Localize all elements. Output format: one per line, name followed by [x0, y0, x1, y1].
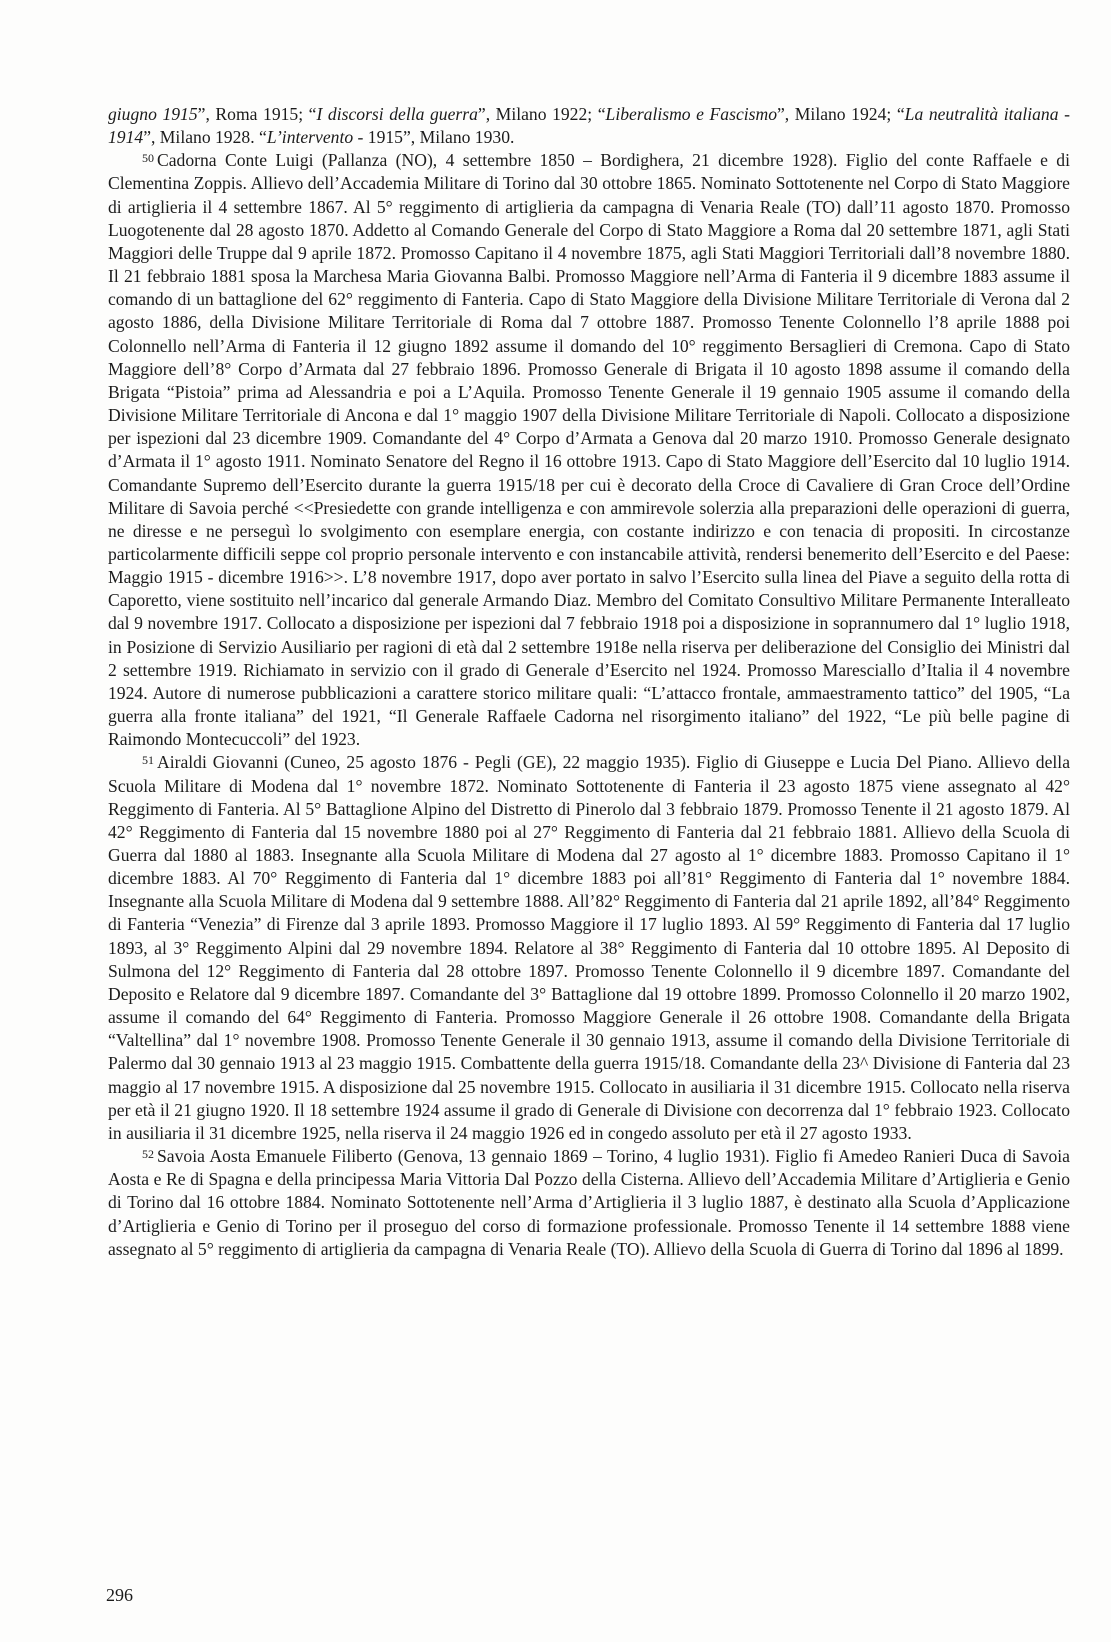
continuation-text: ”, Milano 1928. “ — [143, 127, 267, 148]
footnote-51 — [108, 751, 1070, 1145]
footnote-number: 50 — [142, 151, 154, 166]
page-number: 296 — [106, 1585, 133, 1605]
footnote-52 — [108, 1145, 1070, 1261]
footnote-text: Savoia Aosta Emanuele Filiberto (Genova, 13 gennaio 1869 – Torino, 4 luglio 1931). Figlio fi Amedeo Ranieri Duca di Savoia Aosta e Re di Spagna e della principessa Maria Vittoria Dal Pozzo della Cisterna. Allievo dell’Accademia Militare d’Artiglieria e Genio di Torino dal 16 ottobre 1884. Nominato Sottotenente nell’Arma d’Artiglieria il 3 luglio 1887, è destinato alla Scuola d’Applicazione d’Artiglieria e Genio di Torino per il proseguo del corso di formazione professionale. Promosso Tenente il 14 settembre 1888 viene assegnato al 5° reggimento di artiglieria da campagna di Venaria Reale (TO). Allievo della Scuola di Guerra di Torino dal 1896 al 1899. — [108, 1146, 1070, 1259]
footnote-text: Cadorna Conte Luigi (Pallanza (NO), 4 settembre 1850 – Bordighera, 21 dicembre 1928). Figlio del conte Raffaele e di Clementina Zoppis. Allievo dell’Accademia Militare di Torino dal 30 ottobre 1865. Nominato Sottotenente nel Corpo di Stato Maggiore di artiglieria il 4 settembre 1867. Al 5° reggimento di artiglieria da campagna di Venaria Reale (TO) dall’11 agosto 1870. Promosso Luogotenente dal 28 agosto 1870. Addetto al Comando Generale del Corpo di Stato Maggiore a Roma dal 20 settembre 1871, agli Stati Maggiori delle Truppe dal 9 aprile 1872. Promosso Capitano il 4 novembre 1875, agli Stati Maggiori Territoriali dall’8 novembre 1880. Il 21 febbraio 1881 sposa la Marchesa Maria Giovanna Balbi. Promosso Maggiore nell’Arma di Fanteria il 9 dicembre 1883 assume il comando di un battaglione del 62° reggimento di Fanteria. Capo di Stato Maggiore della Divisione Militare Territoriale di Verona dal 2 agosto 1886, della Divisione Militare Territoriale di Roma dal 7 ottobre 1887. Promosso Tenente Colonnello l’8 aprile 1888 poi Colonnello nell’Arma di Fanteria il 12 giugno 1892 assume il domando del 10° reggimento Bersaglieri di Cremona. Capo di Stato Maggiore dell’8° Corpo d’Armata dal 27 febbraio 1896. Promosso Generale di Brigata il 10 agosto 1898 assume il comando della Brigata “Pistoia” prima ad Alessandria e poi a L’Aquila. Promosso Tenente Generale il 19 gennaio 1905 assume il comando della Divisione Militare Territoriale di Ancona e dal 1° maggio 1907 della Divisione Militare Territoriale di Napoli. Collocato a disposizione per ispezioni dal 23 dicembre 1909. Comandante del 4° Corpo d’Armata a Genova dal 20 marzo 1910. Promosso Generale designato d’Armata il 1° agosto 1911. Nominato Senatore del Regno il 16 ottobre 1913. Capo di Stato Maggiore dell’Esercito dal 10 luglio 1914. Comandante Supremo dell’Esercito durante la guerra 1915/18 per cui è decorato della Croce di Cavaliere di Gran Croce dell’Ordine Militare di Savoia perché <<Presiedette con grande intelligenza e con ammirevole solerzia alla preparazioni delle operazioni di guerra, ne diresse e ne perseguì lo svolgimento con esemplare energia, con costante indirizzo e con tenacia di propositi. In circostanze particolarmente difficili seppe col proprio personale intervento e con instancabile attività, rendersi benemerito dell’Esercito e del Paese: Maggio 1915 - dicembre 1916>>. L’8 novembre 1917, dopo aver portato in salvo l’Esercito sulla linea del Piave a seguito della rotta di Caporetto, viene sostituito nell’incarico dal generale Armando Diaz. Membro del Comitato Consultivo Militare Permanente Interalleato dal 9 novembre 1917. Collocato a disposizione per ispezioni dal 7 febbraio 1918 poi a disposizione in soprannumero dal 1° luglio 1918, in Posizione di Servizio Ausiliario per ragioni di età dal 2 settembre 1918e nella riserva per deliberazione del Consiglio dei Ministri dal 2 settembre 1919. Richiamato in servizio con il grado di Generale d’Esercito nel 1924. Promosso Maresciallo d’Italia il 4 novembre 1924. Autore di numerose pubblicazioni a carattere storico militare quali: “L’attacco frontale, ammaestramento tattico” del 1905, “La guerra alla fronte italiana” del 1921, “Il Generale Raffaele Cadorna nel risorgimento italiano” del 1922, “Le più belle pagine di Raimondo Montecuccoli” del 1923. — [108, 150, 1070, 750]
continuation-text: - 1915”, Milano 1930. — [353, 127, 515, 148]
continuation-italic-title: L’intervento — [266, 127, 354, 148]
continuation-italic-title: I discorsi della guerra — [316, 104, 478, 124]
footnotes-text — [108, 103, 1070, 1261]
footnote-50 — [108, 149, 1070, 751]
continuation-text: ”, Milano 1922; “ — [477, 104, 606, 124]
continuation-italic-title: Liberalismo e Fascismo — [605, 104, 777, 124]
footnote-number: 52 — [142, 1146, 154, 1161]
continuation-italic-title: giugno 1915 — [108, 104, 198, 124]
continuation-text: ”, Roma 1915; “ — [197, 104, 317, 124]
continuation-paragraph — [108, 103, 1070, 149]
continuation-text: ”, Milano 1924; “ — [777, 104, 905, 124]
continuation-italic-title: La neutralità italiana - 1914 — [108, 104, 1070, 148]
footnote-number: 51 — [142, 753, 154, 768]
footnote-text: Airaldi Giovanni (Cuneo, 25 agosto 1876 - Pegli (GE), 22 maggio 1935). Figlio di Giuseppe e Lucia Del Piano. Allievo della Scuola Militare di Modena dal 1° novembre 1872. Nominato Sottotenente di Fanteria il 23 agosto 1875 viene assegnato al 42° Reggimento di Fanteria. Al 5° Battaglione Alpino del Distretto di Pinerolo dal 3 febbraio 1879. Promosso Tenente il 21 agosto 1879. Al 42° Reggimento di Fanteria dal 15 novembre 1880 poi al 27° Reggimento di Fanteria dal 21 febbraio 1881. Allievo della Scuola di Guerra dal 1880 al 1883. Insegnante alla Scuola Militare di Modena dal 27 agosto al 1° dicembre 1883. Promosso Capitano il 1° dicembre 1883. Al 70° Reggimento di Fanteria dal 1° dicembre 1883 poi all’81° Reggimento di Fanteria dal 1° novembre 1884. Insegnante alla Scuola Militare di Modena dal 9 settembre 1888. All’82° Reggimento di Fanteria dal 21 aprile 1892, all’84° Reggimento di Fanteria “Venezia” di Firenze dal 3 aprile 1893. Promosso Maggiore il 17 luglio 1893. Al 59° Reggimento di Fanteria dal 17 luglio 1893, al 3° Reggimento Alpini dal 29 novembre 1894. Relatore al 38° Reggimento di Fanteria dal 10 ottobre 1895. Al Deposito di Sulmona del 12° Reggimento di Fanteria dal 28 ottobre 1897. Promosso Tenente Colonnello il 9 dicembre 1897. Comandante del Deposito e Relatore dal 9 dicembre 1897. Comandante del 3° Battaglione dal 19 ottobre 1899. Promosso Colonnello il 20 marzo 1902, assume il comando del 64° Reggimento di Fanteria. Promosso Maggiore Generale il 26 ottobre 1908. Comandante della Brigata “Valtellina” dal 1° novembre 1908. Promosso Tenente Generale il 30 gennaio 1913, assume il comando della Divisione Territoriale di Palermo dal 30 gennaio 1913 al 23 maggio 1915. Combattente della guerra 1915/18. Comandante della 23^ Divisione di Fanteria dal 23 maggio al 17 novembre 1915. A disposizione dal 25 novembre 1915. Collocato in ausiliaria il 31 dicembre 1915. Collocato nella riserva per età il 21 giugno 1920. Il 18 settembre 1924 assume il grado di Generale di Divisione con decorrenza dal 1° febbraio 1923. Collocato in ausiliaria il 31 dicembre 1925, nella riserva il 24 maggio 1926 ed in congedo assoluto per età il 27 agosto 1933. — [108, 752, 1070, 1143]
